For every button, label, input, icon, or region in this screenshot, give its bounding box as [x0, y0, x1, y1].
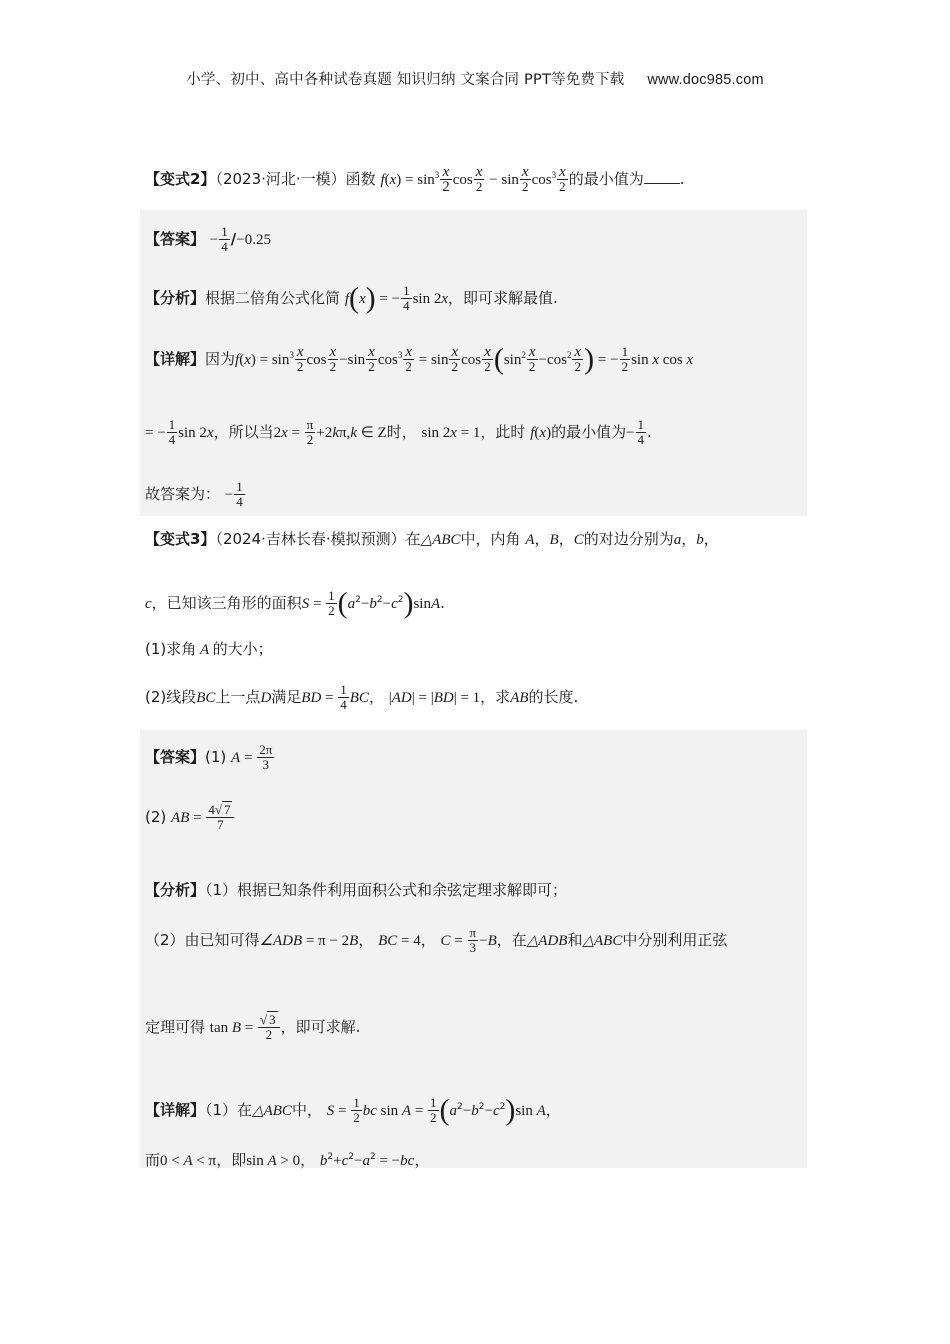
formula: f [380, 172, 385, 188]
detail2-b: 时， [386, 423, 417, 441]
detail2-d: 的最小值为 [551, 423, 627, 441]
q2-c: ，求 [480, 688, 511, 706]
variant3-t1: 中，内角 [460, 530, 521, 548]
answer3-p1: (1) [205, 748, 227, 766]
q1-tail: 的大小； [212, 640, 273, 658]
variant2-question: 【变式2】（2023·河北·一模）函数 $f(x) = \sin^3$ $\frac{x}{2}$ cos $\frac{x}{2}$ − sin $\frac{x}{2}$ $\cos^3$ $\frac{x}{2}$ 的最小值为 . [145, 164, 685, 195]
variant3-t3: ，已知该三角形的面积 [151, 594, 302, 612]
variant2-tag: 【变式2】 [145, 170, 216, 188]
analysis3-tag: 【分析】 [145, 881, 206, 899]
analysis3-l3-tail: ，即可求解. [280, 1018, 361, 1036]
header-text: 小学、初中、高中各种试卷真题 知识归纳 文案合同 PPT等免费下载 [186, 72, 625, 88]
detail2-final: 故答案为： − $\frac{1}{4}$ [145, 479, 243, 509]
detail2-tag: 【详解】 [145, 350, 206, 368]
variant3-q2: (2)线段BC上一点D满足BD = $\frac{1}{4}$ BC， |AD| = |BD| = 1，求AB的长度. [145, 682, 579, 712]
variant3-question-line1: 【变式3】（2024·吉林长春·模拟预测）在△ABC中，内角 A，B，C的对边分别为a，b， [145, 530, 719, 548]
answer3-p2: (2) [145, 808, 167, 826]
answer2-line: 【答案】 − $\frac{1}{4}$ /−0.25 [145, 224, 271, 254]
detail3-l2-mid: ，即 [216, 1151, 247, 1169]
analysis3-line2: （2）由已知可得∠ADB = π − 2B， BC = 4， C = $\frac{\pi}{3}$ −B，在△ADB和△ABC中分别利用正弦 [145, 925, 728, 955]
detail3-l2-pre: 而 [145, 1151, 161, 1169]
answer3-line1: 【答案】(1) A = $\frac{2\pi}{3}$ [145, 742, 273, 772]
q2-b: 满足 [271, 688, 302, 706]
variant3-q1: (1)求角 A 的大小； [145, 640, 273, 658]
period: . [679, 170, 685, 188]
detail3-tag: 【详解】 [145, 1101, 206, 1119]
detail3-line2: 而0 < A < π，即sin A > 0， $b^2+c^2-a^2 = -bc$， [145, 1151, 430, 1169]
analysis3-l2-pre: （2）由已知可得 [145, 931, 260, 949]
detail2-line2: = − $\frac{1}{4}$ sin 2x，所以当2x = $\frac{\pi}{2}$ +2kπ,k ∈ Z时， sin 2x = 1，此时 f(x)的最小值为− $\frac{1}{4}$ . [145, 417, 652, 447]
variant3-tag: 【变式3】 [145, 530, 216, 548]
analysis3-l3-pre: 定理可得 [145, 1018, 206, 1036]
analysis2-post: ，即可求解最值. [448, 289, 558, 307]
detail2-c: ，此时 [480, 423, 526, 441]
answer3-tag: 【答案】 [145, 748, 206, 766]
analysis3-line3: 定理可得 tan B = $\frac{√ 3}{2}$ ，即可求解. [145, 1012, 361, 1042]
answer2-alt: −0.25 [236, 232, 271, 248]
variant3-t2: 的对边分别为 [583, 530, 674, 548]
page-header [0, 68, 950, 89]
answer2-sep: / [230, 230, 237, 248]
analysis2-tag: 【分析】 [145, 289, 206, 307]
analysis2-pre: 根据二倍角公式化简 [205, 289, 341, 307]
answer3-line2: (2) AB = $\frac{4√ 7}{7}$ [145, 803, 235, 832]
detail2-a: ，所以当 [213, 423, 274, 441]
detail2-final-text: 故答案为： [145, 485, 221, 503]
detail3-l1-pre: （1）在 [205, 1101, 253, 1119]
variant3-source: （2024·吉林长春·模拟预测）在 [215, 530, 421, 548]
header-url[interactable]: www.doc985.com [647, 72, 764, 88]
variant2-source: （2023·河北·一模）函数 [215, 170, 376, 188]
detail3-line1: 【详解】（1）在△ABC中， S = $\frac{1}{2}$ bc sin A = $\frac{1}{2}$ $(a^2-b^2-c^2)\sin$ A， [145, 1093, 561, 1127]
variant3-question-line2: c，已知该三角形的面积S = $\frac{1}{2}$ $(a^2-b^2-c^2)\sin A$. [145, 586, 445, 620]
q2-a: 上一点 [215, 688, 261, 706]
variant2-tail: 的最小值为 [568, 170, 644, 188]
detail3-l1-mid: 中， [291, 1101, 322, 1119]
answer-blank [644, 168, 680, 184]
q1-text: (1)求角 [145, 640, 197, 658]
analysis3-line1 [145, 878, 567, 902]
detail2-end: . [647, 423, 652, 441]
analysis2-line: 【分析】根据二倍角公式化简 f(x) = − $\frac{1}{4}$ sin 2x，即可求解最值. [145, 281, 558, 315]
detail2-line1: 【详解】因为$f(x) = \sin^3$ $\frac{x}{2}$ cos $\frac{x}{2}$ −sin $\frac{x}{2}$ $\cos^3$ $\frac{x}{2}$ = sin $\frac{x}{2}$ cos $\frac{x}{2}$ ($\sin^2$ $\frac{x}{2}$ $-\cos^2$ $\frac{x}{2}$ ) = − $\frac{1}{2}$ sin x cos x [145, 342, 694, 376]
q2-d: 的长度. [528, 688, 579, 706]
analysis3-in: ，在 [496, 931, 527, 949]
detail2-pre: 因为 [205, 350, 236, 368]
analysis3-tail: 中分别利用正弦 [622, 931, 728, 949]
analysis3-and: 和 [567, 931, 583, 949]
q2-pre: (2)线段 [145, 688, 197, 706]
answer2-tag: 【答案】 [145, 230, 206, 248]
analysis3-l1: （1）根据已知条件利用面积公式和余弦定理求解即可； [205, 881, 568, 899]
